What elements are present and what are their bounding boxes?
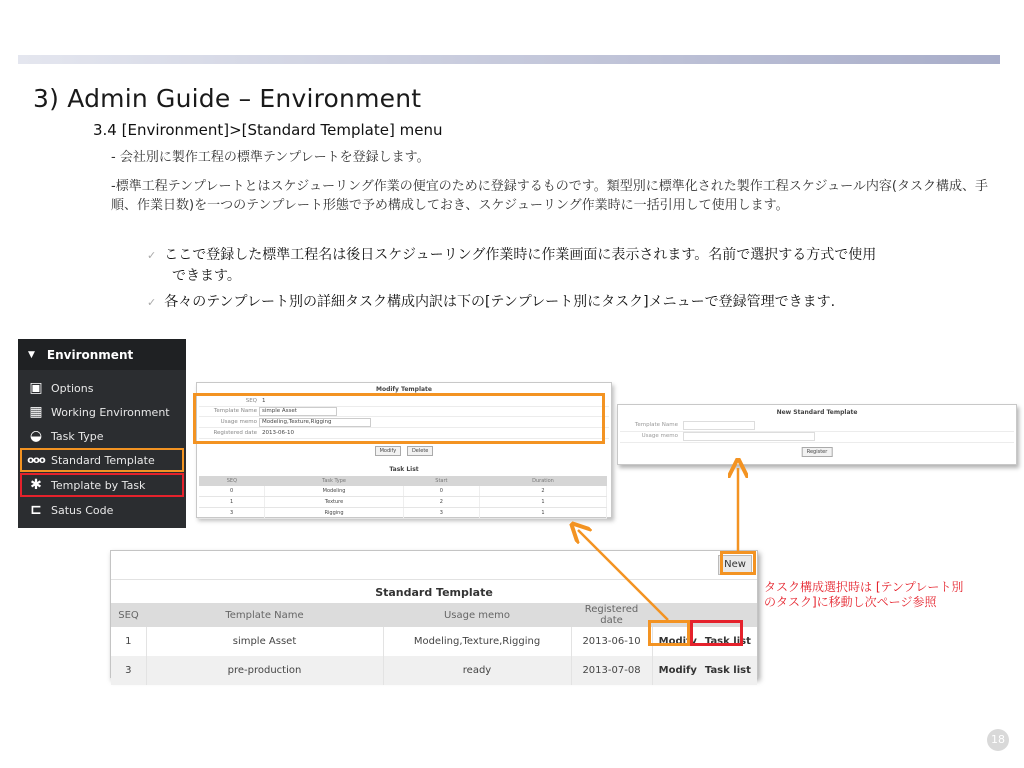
check-icon: ✓ bbox=[147, 249, 157, 262]
column-header: Registered date bbox=[571, 603, 652, 627]
column-header: Template Name bbox=[146, 603, 383, 627]
page-title: 3) Admin Guide – Environment bbox=[33, 84, 422, 113]
arrow-to-modify-panel bbox=[578, 530, 668, 620]
column-header: Task Type bbox=[265, 476, 404, 486]
table-cell: 1 bbox=[479, 497, 606, 508]
table-cell: 1 bbox=[479, 508, 606, 519]
column-header: Start bbox=[403, 476, 479, 486]
panel-title: Standard Template bbox=[375, 586, 493, 599]
task-list-title: Task List bbox=[389, 466, 419, 473]
paragraph: -標準工程テンプレートとはスケジューリング作業の便宜のために登録するものです。類型別に標準化された製作工程スケジュール内容(タスク構成、手順、作業日数)を一つのテンプレート形態で予め構成しておき、スケジューリング作業時に一括引用して使用します。 bbox=[111, 179, 988, 213]
field-label: Registered date bbox=[213, 430, 257, 436]
panel-title: Modify Template bbox=[375, 386, 432, 393]
bullet-text: 各々のテンプレート別の詳細タスク構成内訳は下の[テンプレート別にタスク]メニューで登録管理できます. bbox=[164, 294, 836, 310]
template-icon: ooo bbox=[27, 454, 45, 466]
table-cell: 3 bbox=[199, 508, 265, 519]
sidebar-item-label: Options bbox=[51, 381, 94, 395]
table-cell: 2 bbox=[403, 497, 479, 508]
modify-button[interactable]: Modify bbox=[658, 665, 697, 676]
table-cell: 3 bbox=[403, 508, 479, 519]
field-label: Template Name bbox=[634, 422, 678, 428]
sidebar-item-label: Working Environment bbox=[51, 405, 170, 419]
field-label: SEQ bbox=[245, 398, 257, 404]
page-number: 18 bbox=[987, 729, 1009, 751]
check-icon: ✓ bbox=[147, 296, 157, 309]
task-list-button[interactable]: Task list bbox=[704, 665, 751, 676]
modify-button[interactable]: Modify bbox=[375, 446, 402, 456]
bullet-text: できます。 bbox=[172, 268, 241, 284]
delete-button[interactable]: Delete bbox=[407, 446, 433, 456]
table-cell: 1 bbox=[199, 497, 265, 508]
column-header: SEQ bbox=[199, 476, 265, 486]
seq-cell: 3 bbox=[111, 656, 146, 685]
sidebar-header-label: Environment bbox=[46, 347, 134, 362]
usage-memo-cell: ready bbox=[383, 656, 571, 685]
register-button[interactable]: Register bbox=[802, 447, 833, 457]
table-cell: 0 bbox=[199, 486, 265, 497]
annotation-note: タスク構成選択時は [テンプレート別のタスク]に移動し次ページ参照 bbox=[764, 580, 964, 609]
column-header: Usage memo bbox=[383, 603, 571, 627]
table-cell: Texture bbox=[265, 497, 404, 508]
field-value: 2013-06-10 bbox=[262, 430, 294, 436]
column-header: SEQ bbox=[111, 603, 146, 627]
bullet-text: ここで登録した標準工程名は後日スケジューリング作業時に作業画面に表示されます。名前で選択する方式で使用 bbox=[164, 247, 877, 263]
field-label: Usage memo bbox=[220, 419, 257, 425]
field-label: Template Name bbox=[213, 408, 257, 414]
task-type-icon: ◒ bbox=[29, 428, 43, 444]
new-button[interactable]: New bbox=[718, 555, 752, 575]
registered-date-cell: 2013-06-10 bbox=[571, 627, 652, 656]
sidebar-item-label: Task Type bbox=[51, 429, 104, 443]
task-list-button[interactable]: Task list bbox=[704, 636, 751, 647]
template-name-cell: simple Asset bbox=[146, 627, 383, 656]
registered-date-cell: 2013-07-08 bbox=[571, 656, 652, 685]
options-icon: ▣ bbox=[29, 380, 43, 396]
field-value: simple Asset bbox=[262, 408, 297, 414]
code-icon: ⊏ bbox=[30, 502, 42, 518]
seq-cell: 1 bbox=[111, 627, 146, 656]
section-subtitle: 3.4 [Environment]>[Standard Template] menu bbox=[93, 121, 443, 139]
usage-memo-cell: Modeling,Texture,Rigging bbox=[383, 627, 571, 656]
gear-icon: ✱ bbox=[30, 477, 42, 493]
field-value: 1 bbox=[262, 398, 266, 404]
building-icon: ▦ bbox=[29, 404, 43, 420]
table-cell: 2 bbox=[479, 486, 606, 497]
paragraph: - 会社別に製作工程の標準テンプレートを登録します。 bbox=[111, 150, 430, 165]
table-cell: Modeling bbox=[265, 486, 404, 497]
sidebar-item-label: Template by Task bbox=[51, 478, 146, 492]
template-name-cell: pre-production bbox=[146, 656, 383, 685]
field-label: Usage memo bbox=[641, 433, 678, 439]
panel-title: New Standard Template bbox=[776, 409, 858, 416]
sidebar-item-label: Standard Template bbox=[51, 453, 155, 467]
modify-button[interactable]: Modify bbox=[658, 636, 697, 647]
sidebar-item-label: Satus Code bbox=[51, 503, 114, 517]
field-value: Modeling,Texture,Rigging bbox=[262, 419, 332, 425]
column-header: Duration bbox=[479, 476, 606, 486]
triangle-down-icon: ▼ bbox=[28, 349, 35, 360]
table-cell: Rigging bbox=[265, 508, 404, 519]
table-cell: 0 bbox=[403, 486, 479, 497]
